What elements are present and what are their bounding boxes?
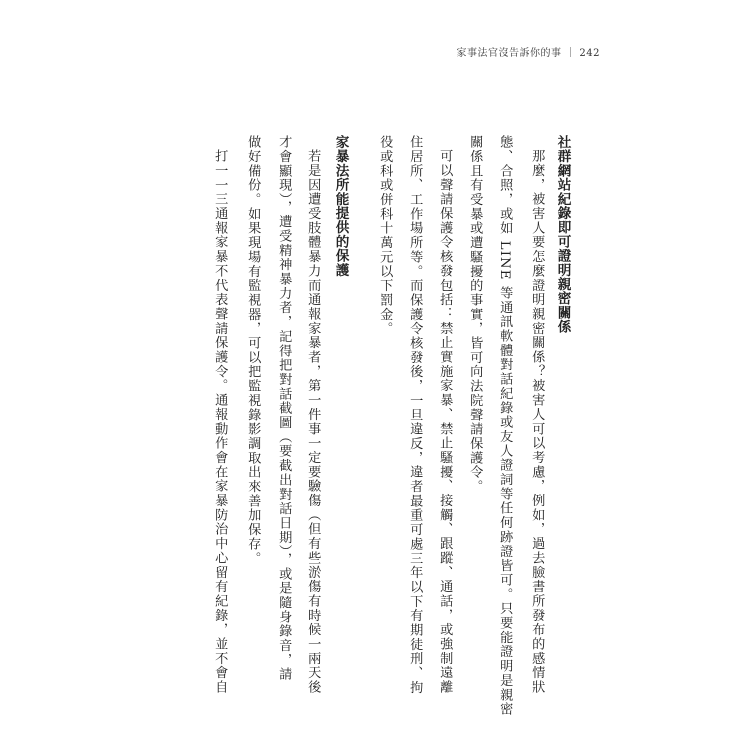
paragraph-line: 若是因遭受肢體暴力而通報家暴者，第一件事一定要驗傷（但有些淤傷有時候一兩天後: [305, 149, 321, 695]
paragraph-line: 才會顯現），遭受精神暴力者，記得把對話截圖（要截出對話日期），或是隨身錄音，請: [276, 135, 292, 682]
paragraph-line: 打一一三通報家暴不代表聲請保護令。通報動作會在家暴防治中心留有紀錄，並不會自: [212, 149, 228, 695]
paragraph-line: 態、合照，或如 LINE 等通訊軟體對話紀錄或友人證詞等任何跡證皆可。只要能證明是親密: [497, 135, 513, 717]
paragraph-line: 關係且有受暴或遭騷擾的事實，皆可向法院聲請保護令。: [467, 135, 483, 494]
paragraph-line: 可以聲請保護令核發包括：禁止實施家暴、禁止騷擾、接觸、跟蹤、通話，或強制遠離: [437, 149, 453, 695]
section-heading-domestic-violence-protection: 家暴法所能提供的保護: [332, 135, 349, 277]
running-header: 家事法官沒告訴你的事 ｜ 242: [456, 48, 600, 59]
paragraph-line: 那麼，被害人要怎麼證明親密關係？被害人可以考慮，例如，過去臉書所發布的感情狀: [529, 149, 545, 695]
paragraph-line: 做好備份。如果現場有監視器，可以把監視錄影調取出來善加保存。: [245, 135, 261, 566]
section-heading-social-media: 社群網站紀錄即可證明親密關係: [554, 135, 571, 334]
paragraph-line: 役或科或併科十萬元以下罰金。: [377, 135, 393, 336]
paragraph-line: 住居所、工作場所等。而保護令核發後，一旦違反，違者最重可處三年以下有期徒刑、拘: [407, 135, 423, 695]
